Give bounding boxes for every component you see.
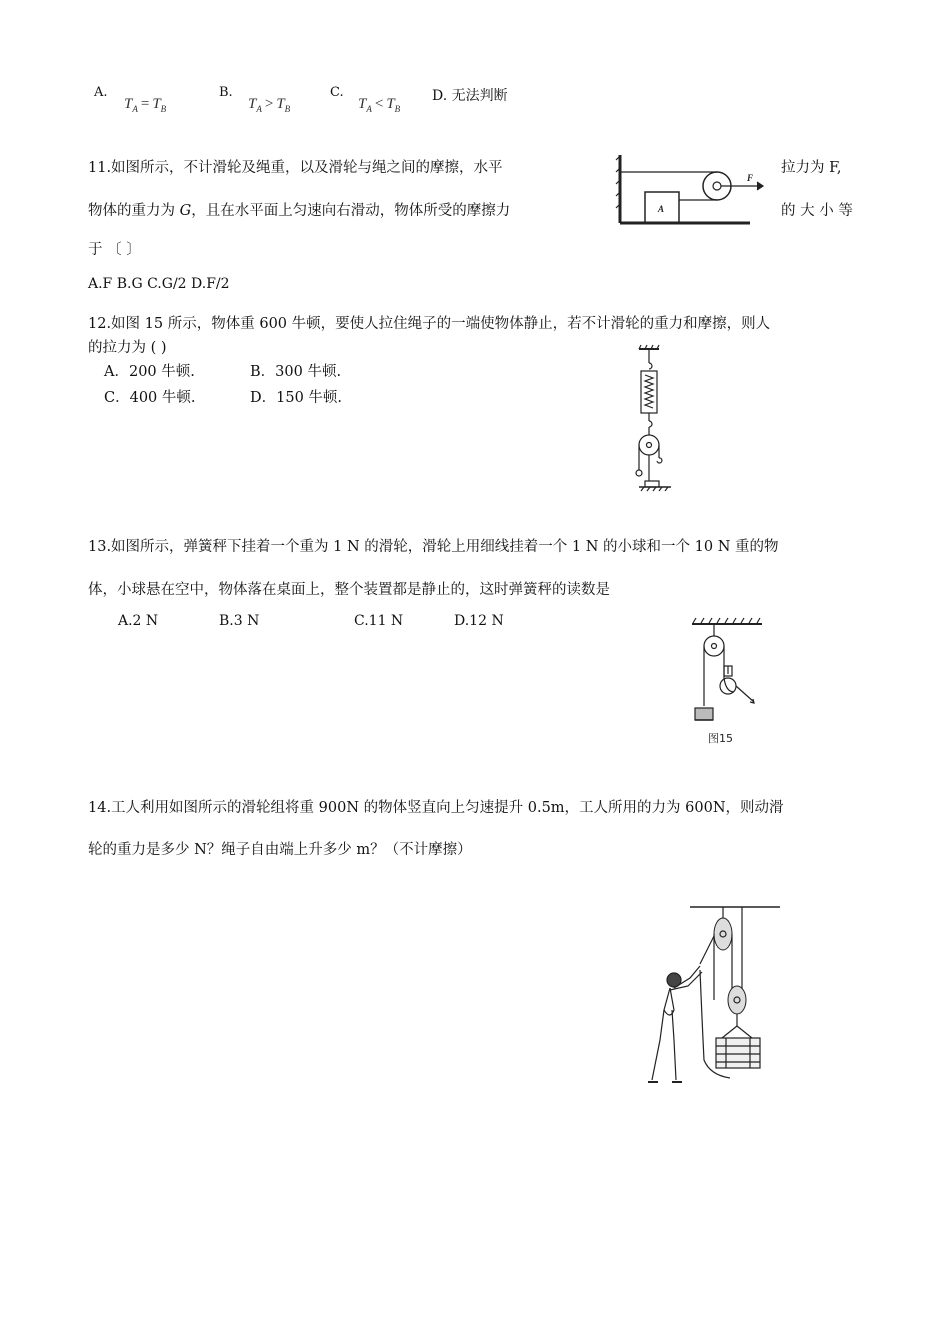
q13-pulley-figure bbox=[690, 618, 770, 748]
q12-line2: 的拉力为 ( ) bbox=[88, 340, 167, 356]
q14-line1: 14.工人利用如图所示的滑轮组将重 900N 的物体竖直向上匀速提升 0.5m，工人所用的力为 600N，则动滑 bbox=[88, 800, 784, 816]
q11-line1-right: 拉力为 F, bbox=[781, 160, 842, 176]
option-a-formula: $T_A = T_B$ bbox=[124, 96, 167, 114]
option-b-formula: $T_A > T_B$ bbox=[248, 96, 291, 114]
option-a-label: A. bbox=[94, 85, 108, 100]
q11-line2-right: 的 大 小 等 bbox=[781, 203, 853, 219]
q11-line2: 物体的重力为 G，且在水平面上匀速向右滑动，物体所受的摩擦力 bbox=[88, 203, 511, 219]
q11-options: A.F B.G C.G/2 D.F/2 bbox=[88, 276, 230, 292]
q12-option-b: B．300 牛顿. bbox=[250, 364, 342, 380]
q14-line2: 轮的重力是多少 N？绳子自由端上升多少 m？（不计摩擦） bbox=[88, 842, 472, 858]
q13-option-b: B.3 N bbox=[219, 613, 260, 629]
q13-option-c: C.11 N bbox=[354, 613, 404, 629]
option-c-formula: $T_A < T_B$ bbox=[358, 96, 401, 114]
q13-line1: 13.如图所示，弹簧秤下挂着一个重为 1 N 的滑轮，滑轮上用细线挂着一个 1 N 的小球和一个 10 N 重的物 bbox=[88, 539, 779, 555]
q14-worker-pulley-figure bbox=[640, 900, 790, 1090]
figure-15-caption: 图15 bbox=[708, 732, 733, 745]
force-f-label: F bbox=[747, 173, 754, 183]
q13-option-a: A.2 N bbox=[118, 613, 159, 629]
option-d-text: D. 无法判断 bbox=[432, 88, 508, 104]
q12-option-c: C．400 牛顿. bbox=[104, 390, 196, 406]
q11-pulley-figure bbox=[615, 150, 775, 230]
option-c-label: C. bbox=[330, 85, 344, 100]
q12-option-d: D．150 牛顿. bbox=[250, 390, 343, 406]
q11-line3: 于 〔 〕 bbox=[88, 242, 141, 258]
q11-line1: 11.如图所示，不计滑轮及绳重，以及滑轮与绳之间的摩擦，水平 bbox=[88, 160, 503, 176]
q12-option-a: A．200 牛顿. bbox=[104, 364, 195, 380]
q13-option-d: D.12 N bbox=[454, 613, 504, 629]
block-a-label: A bbox=[658, 204, 665, 214]
q13-line2: 体，小球悬在空中，物体落在桌面上，整个装置都是静止的，这时弹簧秤的读数是 bbox=[88, 582, 610, 598]
q12-spring-scale-figure bbox=[625, 345, 685, 495]
q12-line1: 12.如图 15 所示，物体重 600 牛顿，要使人拉住绳子的一端使物体静止，若不计滑轮的重力和摩擦，则人 bbox=[88, 316, 771, 332]
option-b-label: B. bbox=[219, 85, 233, 100]
